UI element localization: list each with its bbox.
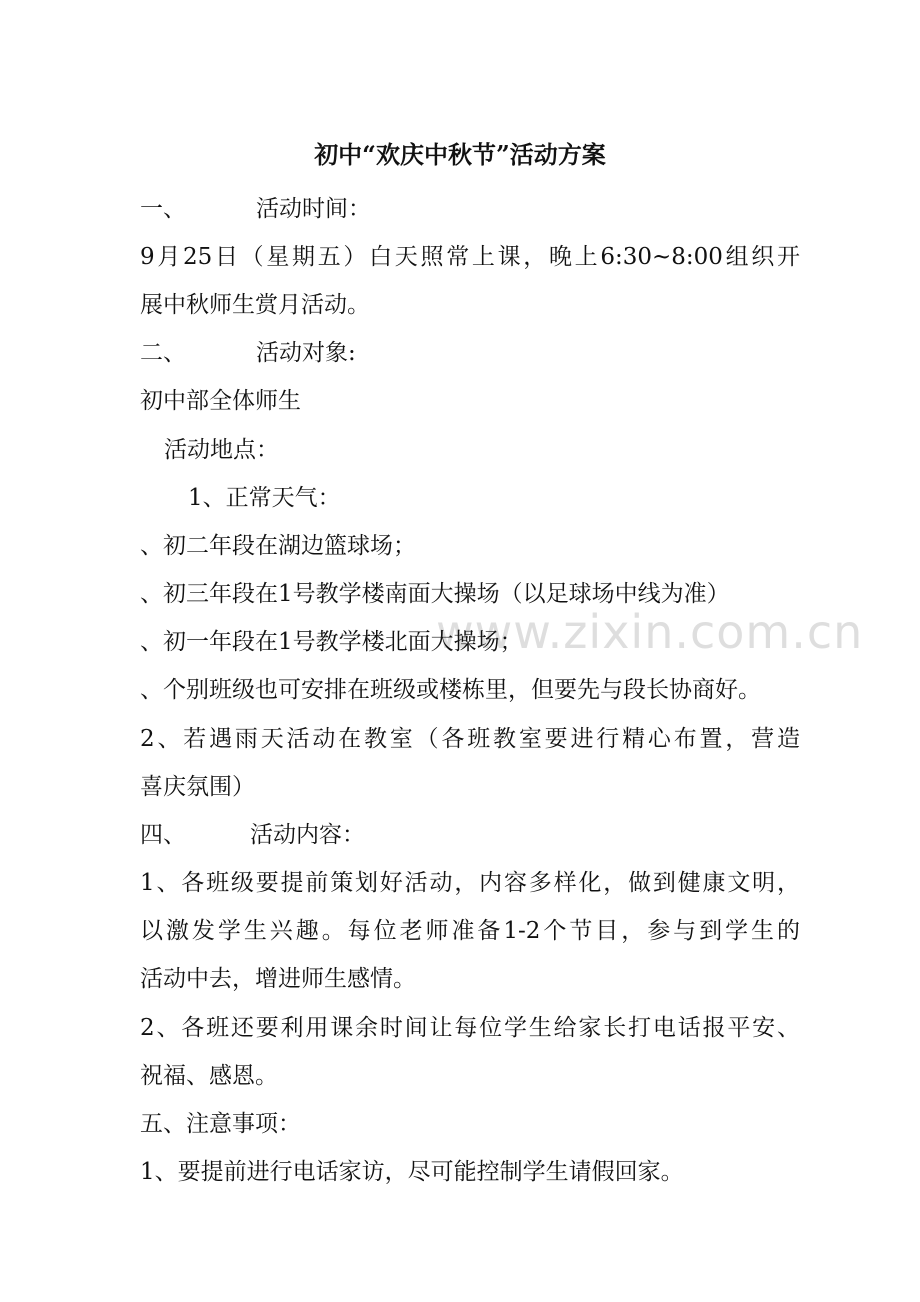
section-3-sub-1: 1、正常天气： bbox=[188, 485, 341, 511]
section-4-para-2-line-2: 祝福、感恩。 bbox=[140, 1063, 278, 1089]
section-1-number: 一、 bbox=[140, 196, 186, 222]
section-3-sub-2-line-1: 2、若遇雨天活动在教室（各班教室要进行精心布置，营造 bbox=[140, 726, 800, 752]
section-4-para-1-line-1: 1、各班级要提前策划好活动，内容多样化，做到健康文明， bbox=[140, 870, 800, 896]
section-2-label: 活动对象: bbox=[256, 340, 356, 366]
section-3-item-2: 、初三年段在1号教学楼南面大操场（以足球场中线为准） bbox=[140, 581, 730, 607]
section-2-body: 初中部全体师生 bbox=[140, 388, 301, 414]
section-3-heading: 活动地点： bbox=[164, 437, 279, 463]
section-5-heading: 五、注意事项： bbox=[140, 1111, 301, 1137]
section-1-body-line-2: 展中秋师生赏月活动。 bbox=[140, 292, 370, 318]
section-5-para-1: 1、要提前进行电话家访，尽可能控制学生请假回家。 bbox=[140, 1159, 684, 1185]
section-2-heading bbox=[140, 336, 800, 370]
section-4-para-2-line-1: 2、各班还要利用课余时间让每位学生给家长打电话报平安、 bbox=[140, 1015, 800, 1041]
section-4-para-1-line-2: 以激发学生兴趣。每位老师准备1-2个节目，参与到学生的 bbox=[140, 918, 800, 944]
document-title: 初中“欢庆中秋节”活动方案 bbox=[314, 140, 606, 169]
section-4-label: 活动内容： bbox=[250, 822, 365, 848]
section-3-item-4: 、个别班级也可安排在班级或楼栋里，但要先与段长协商好。 bbox=[140, 677, 761, 703]
section-2-number: 二、 bbox=[140, 340, 186, 366]
section-4-heading bbox=[140, 818, 800, 852]
watermark: www.zixin.com.cn bbox=[436, 605, 864, 659]
section-1-body-line-1: 9月25日（星期五）白天照常上课，晚上6:30~8:00组织开 bbox=[140, 244, 800, 270]
section-1-heading bbox=[140, 192, 800, 226]
section-4-number: 四、 bbox=[140, 822, 186, 848]
section-3-item-1: 、初二年段在湖边篮球场； bbox=[140, 533, 416, 559]
section-3-sub-2-line-2: 喜庆氛围） bbox=[140, 774, 255, 800]
section-4-para-1-line-3: 活动中去，增进师生感情。 bbox=[140, 966, 416, 992]
section-1-label: 活动时间： bbox=[256, 196, 371, 222]
section-3-item-3: 、初一年段在1号教学楼北面大操场； bbox=[140, 629, 523, 655]
